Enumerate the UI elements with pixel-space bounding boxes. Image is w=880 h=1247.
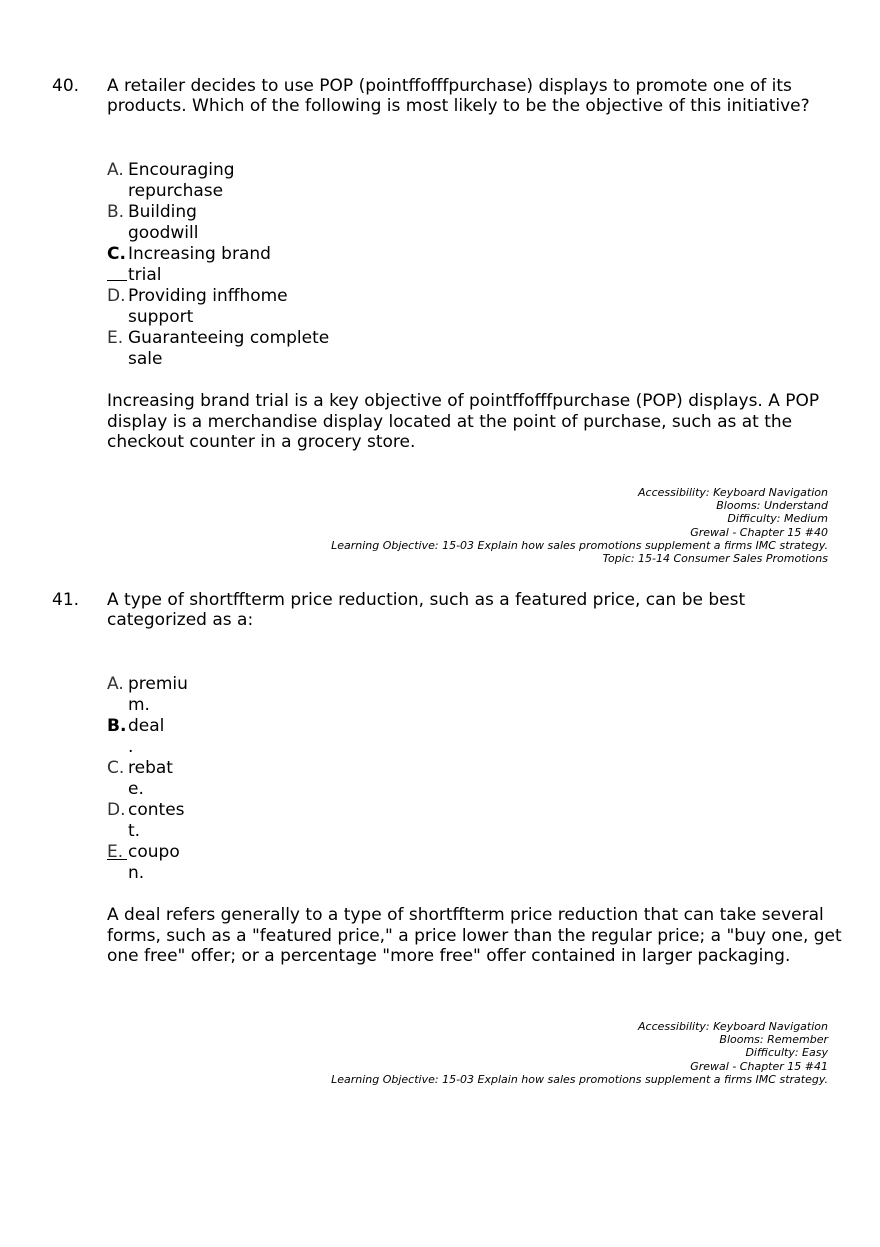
option-text-line2: t. bbox=[128, 820, 141, 841]
option-text-line1: Building bbox=[128, 202, 197, 222]
question-number: 40. bbox=[52, 76, 80, 96]
option-letter: D. bbox=[107, 800, 126, 820]
meta-blooms: Blooms: Remember bbox=[719, 1033, 828, 1047]
option-text-line1: coupo bbox=[128, 842, 180, 862]
option-text-line2: m. bbox=[128, 694, 150, 715]
option-letter: B. bbox=[107, 716, 127, 736]
option-text-line1: contes bbox=[128, 800, 185, 820]
question-stem: A type of shortffterm price reduction, such as a featured price, can be best categorized as a: bbox=[107, 590, 746, 630]
question-41-metadata bbox=[228, 1020, 828, 1086]
option-text-line1: Encouraging bbox=[128, 160, 235, 180]
option-d bbox=[107, 286, 842, 327]
answer-options bbox=[107, 160, 842, 369]
option-c bbox=[107, 758, 842, 799]
option-b-correct bbox=[107, 716, 842, 757]
option-text-line1: Increasing brand bbox=[128, 244, 271, 264]
question-40 bbox=[52, 76, 842, 453]
question-number: 41. bbox=[52, 590, 80, 610]
option-b bbox=[107, 202, 842, 243]
correct-answer-underline bbox=[107, 280, 127, 281]
question-40-metadata bbox=[228, 486, 828, 565]
question-41 bbox=[52, 590, 842, 967]
option-letter: B. bbox=[107, 202, 125, 222]
meta-topic: Topic: 15-14 Consumer Sales Promotions bbox=[602, 552, 828, 566]
meta-accessibility: Accessibility: Keyboard Navigation bbox=[638, 1020, 828, 1033]
option-text-line1: Guaranteeing complete bbox=[128, 328, 330, 348]
option-text-line2: e. bbox=[128, 778, 144, 799]
meta-accessibility: Accessibility: Keyboard Navigation bbox=[638, 486, 828, 499]
meta-difficulty: Difficulty: Medium bbox=[727, 512, 828, 526]
option-letter: E. bbox=[107, 328, 124, 348]
option-e bbox=[107, 842, 842, 883]
option-a bbox=[107, 674, 842, 715]
option-text-line2: sale bbox=[128, 348, 163, 369]
option-text-line1: Providing inffhome bbox=[128, 286, 288, 306]
option-text-line2: trial bbox=[128, 264, 162, 285]
option-e bbox=[107, 328, 842, 369]
meta-source: Grewal - Chapter 15 #41 bbox=[690, 1059, 828, 1073]
meta-learning-objective: Learning Objective: 15-03 Explain how sales promotions supplement a firms IMC strategy. bbox=[331, 1072, 828, 1086]
option-text-line1: deal bbox=[128, 716, 165, 736]
option-a bbox=[107, 160, 842, 201]
option-letter: C. bbox=[107, 758, 125, 778]
answer-explanation: A deal refers generally to a type of shortffterm price reduction that can take several forms, such as a "featured price," a price lower than the regular price; a "buy one, get one free" offer; or a percentage "more free" offer contained in larger packaging. bbox=[107, 905, 842, 966]
option-letter: D. bbox=[107, 286, 126, 306]
option-d bbox=[107, 800, 842, 841]
option-text-line2: n. bbox=[128, 862, 145, 883]
option-text-line2: . bbox=[128, 736, 134, 757]
option-letter: E. bbox=[107, 842, 124, 862]
option-letter: A. bbox=[107, 674, 124, 694]
meta-source: Grewal - Chapter 15 #40 bbox=[690, 525, 828, 539]
question-stem: A retailer decides to use POP (pointffofffpurchase) displays to promote one of its products. Which of the following is most likely to be the objective of this initiative? bbox=[107, 76, 810, 116]
option-text-line2: goodwill bbox=[128, 222, 199, 243]
option-text-line2: repurchase bbox=[128, 180, 224, 201]
answer-explanation: Increasing brand trial is a key objective of pointffofffpurchase (POP) displays. A POP display is a merchandise display located at the point of purchase, such as at the checkout counter in a grocery store. bbox=[107, 391, 820, 452]
option-text-line1: rebat bbox=[128, 758, 173, 778]
option-letter: A. bbox=[107, 160, 124, 180]
answer-underline bbox=[107, 859, 127, 860]
option-text-line1: premiu bbox=[128, 674, 188, 694]
meta-difficulty: Difficulty: Easy bbox=[745, 1046, 828, 1060]
option-c-correct bbox=[107, 244, 842, 285]
meta-learning-objective: Learning Objective: 15-03 Explain how sales promotions supplement a firms IMC strategy. bbox=[331, 538, 828, 552]
meta-blooms: Blooms: Understand bbox=[716, 499, 828, 513]
option-letter: C. bbox=[107, 244, 126, 264]
option-text-line2: support bbox=[128, 306, 194, 327]
answer-options bbox=[107, 674, 842, 883]
